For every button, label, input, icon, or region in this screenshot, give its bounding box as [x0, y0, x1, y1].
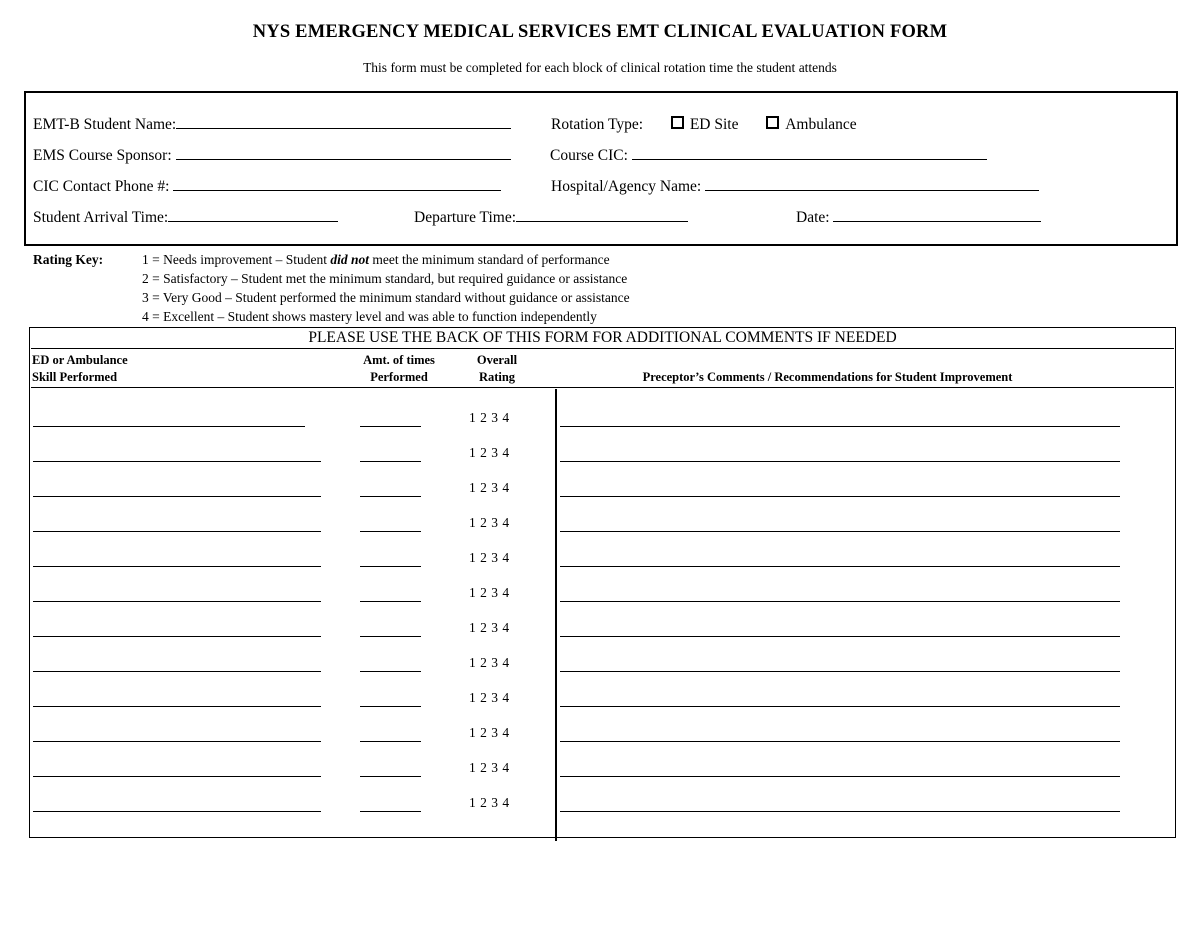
skill-performed-line[interactable]: [33, 741, 321, 742]
rating-key-line-1-a: 1 = Needs improvement – Student: [142, 252, 331, 267]
skill-performed-line[interactable]: [33, 461, 321, 462]
skill-performed-line[interactable]: [33, 566, 321, 567]
times-performed-line[interactable]: [360, 461, 421, 462]
times-performed-line[interactable]: [360, 496, 421, 497]
date-label: Date:: [796, 209, 830, 226]
preceptor-comment-line[interactable]: [560, 496, 1120, 497]
rotation-type-field: [551, 116, 857, 134]
date-line[interactable]: [833, 209, 1041, 222]
form-title: NYS EMERGENCY MEDICAL SERVICES EMT CLINICAL EVALUATION FORM: [252, 22, 948, 42]
rating-key-label: Rating Key:: [33, 252, 104, 267]
departure-time-line[interactable]: [516, 209, 688, 222]
skill-performed-line[interactable]: [33, 496, 321, 497]
student-name-line[interactable]: [176, 116, 511, 129]
rating-key-line-1-b: meet the minimum standard of performance: [368, 252, 610, 267]
preceptor-comment-line[interactable]: [560, 741, 1120, 742]
skill-performed-line[interactable]: [33, 531, 321, 532]
rating-scale[interactable]: 1 2 3 4: [469, 480, 510, 495]
arrival-time-field[interactable]: [33, 209, 338, 227]
skill-performed-line[interactable]: [33, 776, 321, 777]
preceptor-comment-line[interactable]: [560, 671, 1120, 672]
arrival-time-label: Student Arrival Time:: [33, 209, 169, 226]
course-cic-field[interactable]: [550, 147, 987, 165]
student-name-field[interactable]: [33, 116, 511, 134]
skill-performed-line[interactable]: [33, 671, 321, 672]
col-rating-header-line-1: Overall: [476, 353, 518, 367]
times-performed-line[interactable]: [360, 811, 421, 812]
skill-performed-line[interactable]: [33, 601, 321, 602]
course-cic-label: Course CIC:: [550, 147, 628, 164]
preceptor-comment-line[interactable]: [560, 461, 1120, 462]
departure-time-label: Departure Time:: [414, 209, 517, 226]
course-sponsor-field[interactable]: [33, 147, 511, 165]
rating-scale[interactable]: 1 2 3 4: [469, 515, 510, 530]
rating-scale[interactable]: 1 2 3 4: [469, 585, 510, 600]
times-performed-line[interactable]: [360, 426, 421, 427]
departure-time-field[interactable]: [414, 209, 688, 227]
cic-phone-line[interactable]: [173, 178, 501, 191]
preceptor-comment-line[interactable]: [560, 601, 1120, 602]
rating-key-line-2: 2 = Satisfactory – Student met the minimum standard, but required guidance or assistance: [142, 271, 628, 286]
col-rating-header: [462, 352, 532, 386]
preceptor-comment-line[interactable]: [560, 706, 1120, 707]
skill-performed-line[interactable]: [33, 636, 321, 637]
banner-divider: [31, 348, 1174, 349]
form-subtitle: This form must be completed for each block of clinical rotation time the student attends: [363, 60, 837, 75]
rating-scale[interactable]: 1 2 3 4: [469, 445, 510, 460]
times-performed-line[interactable]: [360, 776, 421, 777]
col-comments-header: Preceptor’s Comments / Recommendations for Student Improvement: [642, 370, 1013, 384]
times-performed-line[interactable]: [360, 741, 421, 742]
hospital-agency-line[interactable]: [705, 178, 1039, 191]
rating-key-line-3: 3 = Very Good – Student performed the minimum standard without guidance or assistance: [142, 290, 630, 305]
date-field[interactable]: [796, 209, 1041, 227]
hospital-agency-label: Hospital/Agency Name:: [551, 178, 702, 195]
times-performed-line[interactable]: [360, 706, 421, 707]
hospital-agency-field[interactable]: [551, 178, 1039, 196]
rating-scale[interactable]: 1 2 3 4: [469, 410, 510, 425]
ed-site-label: ED Site: [689, 116, 739, 133]
rating-scale[interactable]: 1 2 3 4: [469, 690, 510, 705]
additional-comments-banner: PLEASE USE THE BACK OF THIS FORM FOR ADDITIONAL COMMENTS IF NEEDED: [308, 329, 897, 346]
arrival-time-line[interactable]: [168, 209, 338, 222]
rating-scale[interactable]: 1 2 3 4: [469, 795, 510, 810]
col-skill-header: [32, 352, 128, 386]
preceptor-comment-line[interactable]: [560, 636, 1120, 637]
preceptor-comment-line[interactable]: [560, 531, 1120, 532]
skill-performed-line[interactable]: [33, 706, 321, 707]
preceptor-comment-line[interactable]: [560, 426, 1120, 427]
ambulance-label: Ambulance: [785, 116, 857, 133]
cic-phone-label: CIC Contact Phone #:: [33, 178, 170, 195]
skills-table: [29, 327, 1176, 838]
rating-scale[interactable]: 1 2 3 4: [469, 655, 510, 670]
times-performed-line[interactable]: [360, 671, 421, 672]
comments-column-divider: [555, 389, 557, 841]
cic-phone-field[interactable]: [33, 178, 501, 196]
header-divider: [31, 387, 1174, 388]
student-name-label: EMT-B Student Name:: [33, 116, 177, 133]
skill-performed-line[interactable]: [33, 811, 321, 812]
rating-scale[interactable]: 1 2 3 4: [469, 760, 510, 775]
times-performed-line[interactable]: [360, 636, 421, 637]
rotation-type-label: Rotation Type:: [551, 116, 644, 133]
rating-scale[interactable]: 1 2 3 4: [469, 620, 510, 635]
course-sponsor-label: EMS Course Sponsor:: [33, 147, 172, 164]
course-sponsor-line[interactable]: [176, 147, 511, 160]
rating-key-line-1-emphasis: did not: [330, 252, 369, 267]
times-performed-line[interactable]: [360, 601, 421, 602]
times-performed-line[interactable]: [360, 531, 421, 532]
col-amount-header-line-1: Amt. of times: [363, 353, 435, 367]
col-skill-header-line-2: Skill Performed: [32, 370, 118, 384]
ambulance-checkbox[interactable]: [766, 116, 779, 129]
col-amount-header-line-2: Performed: [370, 370, 428, 384]
preceptor-comment-line[interactable]: [560, 566, 1120, 567]
col-rating-header-line-2: Rating: [478, 370, 516, 384]
rating-scale[interactable]: 1 2 3 4: [469, 550, 510, 565]
times-performed-line[interactable]: [360, 566, 421, 567]
col-amount-header: [344, 352, 454, 386]
preceptor-comment-line[interactable]: [560, 811, 1120, 812]
course-cic-line[interactable]: [632, 147, 987, 160]
rating-key-line-4: 4 = Excellent – Student shows mastery level and was able to function independently: [142, 309, 597, 324]
preceptor-comment-line[interactable]: [560, 776, 1120, 777]
ed-site-checkbox[interactable]: [671, 116, 684, 129]
skill-performed-line[interactable]: [33, 426, 305, 427]
rating-scale[interactable]: 1 2 3 4: [469, 725, 510, 740]
rating-key-line-1: [142, 252, 610, 268]
col-skill-header-line-1: ED or Ambulance: [32, 353, 128, 367]
